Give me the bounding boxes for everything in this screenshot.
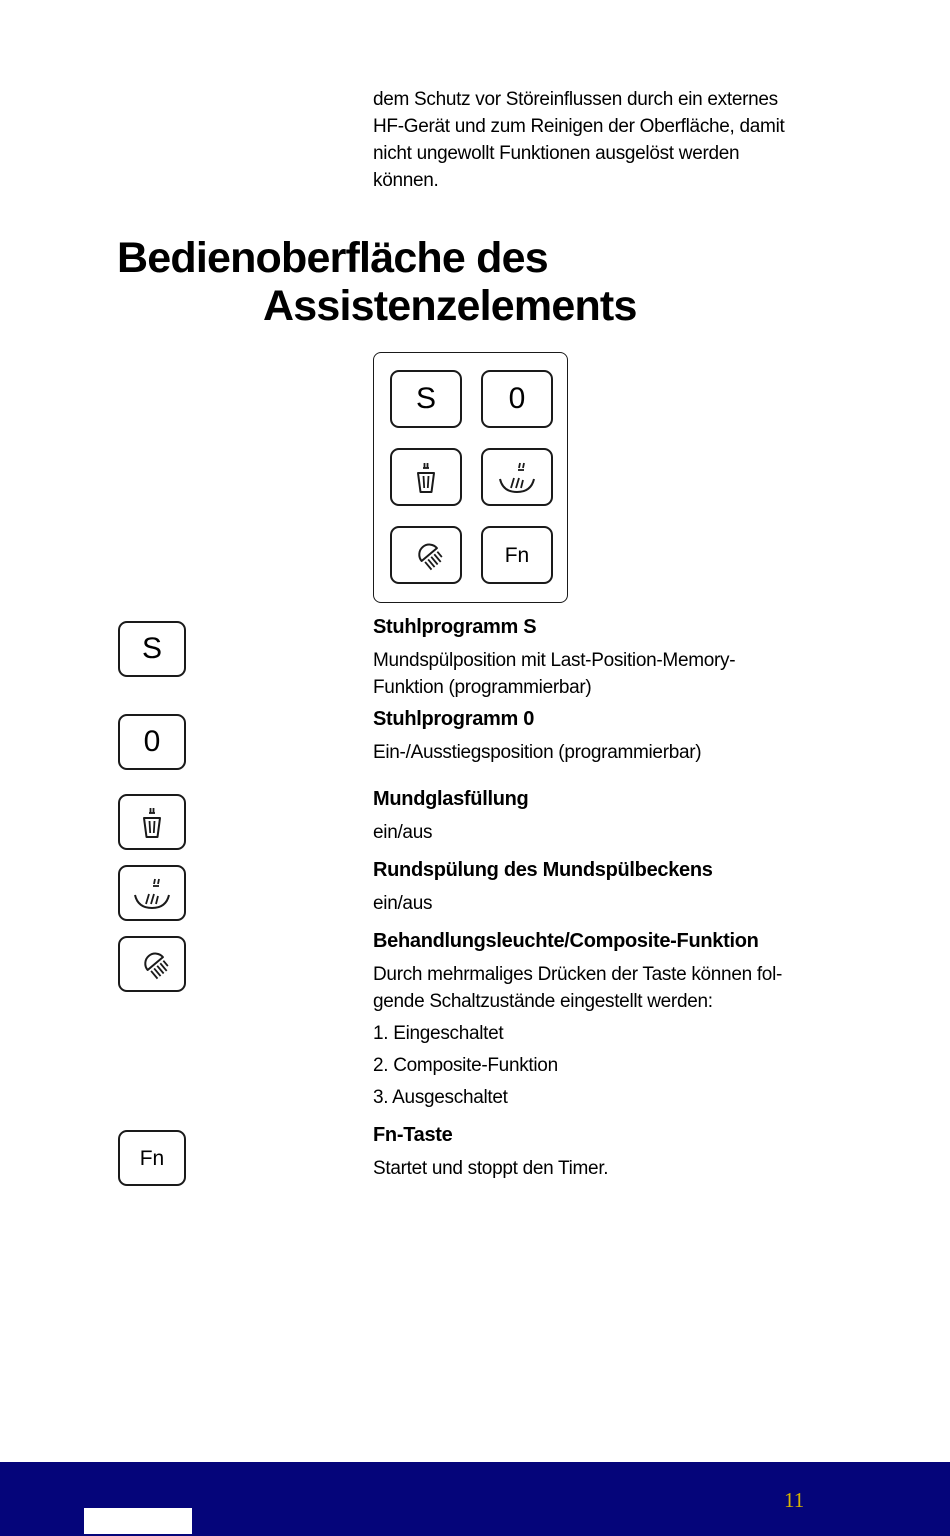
function-title: Stuhlprogramm 0: [373, 708, 535, 730]
key-s-label: S: [141, 632, 162, 665]
key-0-label: 0: [143, 725, 161, 758]
list-item: 2. Composite-Funktion: [373, 1055, 558, 1076]
function-title: Fn-Taste: [373, 1124, 453, 1146]
panel-key-0-label: 0: [508, 382, 526, 415]
panel-key-0[interactable]: [481, 370, 553, 428]
glass-fill-icon: [132, 802, 172, 842]
panel-key-s[interactable]: [390, 370, 462, 428]
page-footer: [0, 1462, 950, 1536]
bowl-rinse-icon: [497, 457, 537, 497]
treatment-light-icon: [132, 944, 172, 984]
function-title: Stuhlprogramm S: [373, 616, 537, 638]
panel-key-treatment-light[interactable]: [390, 526, 462, 584]
key-fn[interactable]: [118, 1130, 186, 1186]
panel-key-bowl-rinse[interactable]: [481, 448, 553, 506]
intro-paragraph: dem Schutz vor Störeinflussen durch ein externes HF-Gerät und zum Reinigen der Oberfläche, damit nicht ungewollt Funktionen ausgelöst werden können.: [373, 89, 785, 191]
section-heading: [117, 234, 637, 330]
function-title: Mundglasfüllung: [373, 788, 529, 810]
page-number: 11: [784, 1488, 805, 1512]
bowl-rinse-icon: [132, 873, 172, 913]
function-text: Durch mehrmaliges Drücken der Taste können fol- gende Schaltzustände eingestellt werden:: [373, 964, 783, 1012]
function-description-0: [373, 706, 833, 766]
key-s[interactable]: [118, 621, 186, 677]
key-0[interactable]: [118, 714, 186, 770]
function-text: ein/aus: [373, 822, 433, 843]
glass-fill-icon: [406, 457, 446, 497]
footer-label-box: [84, 1508, 192, 1534]
function-text: Mundspülposition mit Last-Position-Memory- Funktion (programmierbar): [373, 650, 736, 698]
function-description-treatment-light: [373, 928, 833, 1111]
panel-key-fn[interactable]: [481, 526, 553, 584]
function-text: ein/aus: [373, 893, 433, 914]
function-title: Rundspülung des Mundspülbeckens: [373, 859, 713, 881]
key-treatment-light[interactable]: [118, 936, 186, 992]
function-description-glass-fill: [373, 786, 833, 846]
function-description-fn: [373, 1122, 833, 1182]
function-title: Behandlungsleuchte/Composite-Funktion: [373, 930, 759, 952]
assistant-control-panel: [373, 352, 568, 603]
treatment-light-icon: [406, 535, 446, 575]
panel-key-s-label: S: [415, 382, 436, 415]
function-description-s: [373, 614, 833, 701]
section-heading-line2: Assistenzelements: [263, 282, 637, 330]
key-bowl-rinse[interactable]: [118, 865, 186, 921]
function-text: Ein-/Ausstiegsposition (programmierbar): [373, 742, 702, 763]
list-item: 1. Eingeschaltet: [373, 1023, 504, 1044]
panel-key-fn-label: Fn: [504, 543, 530, 567]
key-glass-fill[interactable]: [118, 794, 186, 850]
list-item: 3. Ausgeschaltet: [373, 1087, 508, 1108]
function-description-bowl-rinse: [373, 857, 833, 917]
section-heading-line1: Bedienoberfläche des: [117, 234, 548, 282]
key-fn-label: Fn: [139, 1146, 165, 1170]
panel-key-glass-fill[interactable]: [390, 448, 462, 506]
function-text: Startet und stoppt den Timer.: [373, 1158, 609, 1179]
